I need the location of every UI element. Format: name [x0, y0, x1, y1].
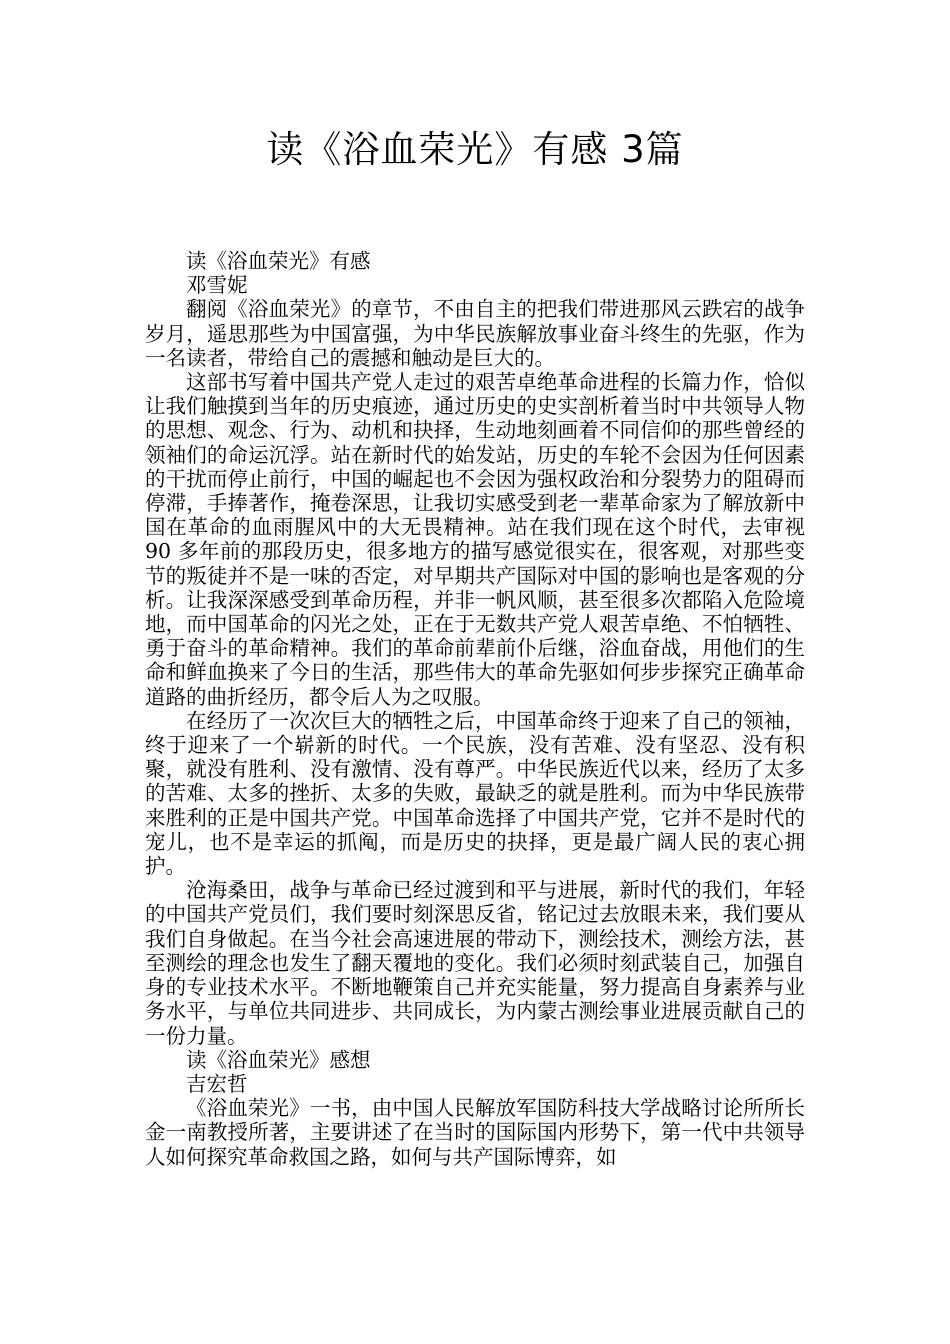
body-paragraph: 翻阅《浴血荣光》的章节，不由自主的把我们带进那风云跌宕的战争岁月，遥思那些为中国富强，为中华民族解放事业奋斗终生的先驱，作为一名读者，带给自己的震撼和触动是巨大的。 — [145, 297, 805, 370]
body-paragraph: 在经历了一次次巨大的牺牲之后，中国革命终于迎来了自己的领袖，终于迎来了一个崭新的时代。一个民族，没有苦难、没有坚忍、没有积聚，就没有胜利、没有激情、没有尊严。中华民族近代以来，经历了太多的苦难、太多的挫折、太多的失败，最缺乏的就是胜利。而为中华民族带来胜利的正是中国共产党。中国革命选择了中国共产党，它并不是时代的宠儿，也不是幸运的抓阄，而是历史的抉择，更是最广阔人民的衷心拥护。 — [145, 708, 805, 879]
section-heading: 读《浴血荣光》有感 — [186, 249, 371, 273]
document-title: 读《浴血荣光》有感 3篇 — [266, 128, 684, 171]
body-paragraph: 这部书写着中国共产党人走过的艰苦卓绝革命进程的长篇力作，恰似让我们触摸到当年的历史痕迹，通过历史的史实剖析着当时中共领导人物的思想、观念、行为、动机和抉择，生动地刻画着不同信仰的那些曾经的领袖们的命运沉浮。站在新时代的始发站，历史的车轮不会因为任何因素的干扰而停止前行，中国的崛起也不会因为强权政治和分裂势力的阻碍而停滞，手捧著作，掩卷深思，让我切实感受到老一辈革命家为了解放新中国在革命的血雨腥风中的大无畏精神。站在我们现在这个时代，去审视 90 多年前的那段历史，很多地方的描写感觉很实在，很客观，对那些变节的叛徒并不是一味的否定，对早期共产国际对中国的影响也是客观的分析。让我深深感受到革命历程，并非一帆风顺，甚至很多次都陷入危险境地，而中国革命的闪光之处，正在于无数共产党人艰苦卓绝、不怕牺牲、勇于奋斗的革命精神。我们的革命前辈前仆后继，浴血奋战，用他们的生命和鲜血换来了今日的生活，那些伟大的革命先驱如何步步探究正确革命道路的曲折经历，都令后人为之叹服。 — [145, 370, 805, 709]
section-heading: 读《浴血荣光》感想 — [186, 1047, 371, 1072]
body-paragraph: 《浴血荣光》一书，由中国人民解放军国防科技大学战略讨论所所长金一南教授所著，主要讲述了在当时的国际国内形势下，第一代中共领导人如何探究革命救国之路，如何与共产国际博弈，如 — [145, 1096, 805, 1169]
author-name: 邓雪妮 — [186, 273, 248, 298]
document-body — [145, 249, 805, 1169]
author-name: 吉宏哲 — [186, 1071, 248, 1096]
body-paragraph: 沧海桑田，战争与革命已经过渡到和平与进展，新时代的我们，年轻的中国共产党员们，我们要时刻深思反省，铭记过去放眼未来，我们要从我们自身做起。在当今社会高速进展的带动下，测绘技术，测绘方法，甚至测绘的理念也发生了翻天覆地的变化。我们必须时刻武装自己，加强自身的专业技术水平。不断地鞭策自己并充实能量，努力提高自身素养与业务水平，与单位共同进步、共同成长，为内蒙古测绘事业进展贡献自己的一份力量。 — [145, 878, 805, 1048]
